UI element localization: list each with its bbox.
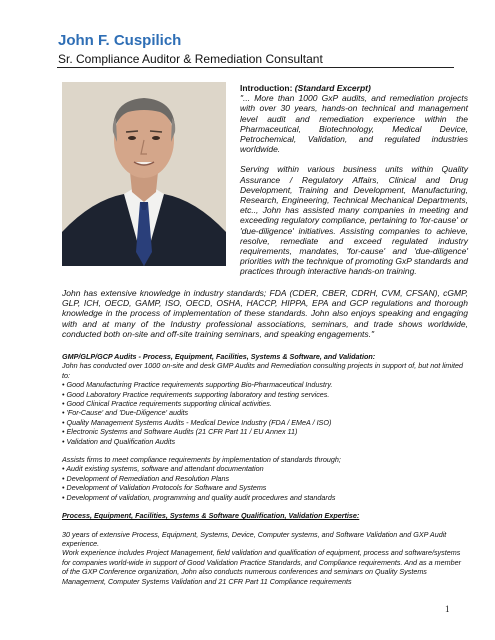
introduction-paragraph-3: John has extensive knowledge in industry standards; FDA (CDER, CBER, CDRH, CVM, CFSAN), cGMP, GLP, ICH, OECD, GAMP, ISO, OECD, OSHA, HACCP, HIPPA, EPA and GCP regulations and thorough knowledge in the process of implementation of these standards. John also enjoys speaking and engaging with and at many of the Industry professional associations, seminars, and trade shows worldwide, conducted both on-site and off-site training seminars, and speaking engagements.": [62, 288, 468, 339]
audits-list: [62, 380, 468, 446]
audits-heading: GMP/GLP/GCP Audits - Process, Equipment, Facilities, Systems & Software, and Validation:: [62, 352, 376, 361]
list-item: • Audit existing systems, software and attendant documentation: [62, 464, 468, 473]
list-item: • Good Laboratory Practice requirements supporting laboratory and testing services.: [62, 390, 468, 399]
portrait-photo: [62, 82, 226, 266]
introduction-label: Introduction:: [240, 83, 293, 93]
list-item: • 'For-Cause' and 'Due-Diligence' audits: [62, 408, 468, 417]
experience-section: [62, 352, 468, 586]
list-item: • Development of Remediation and Resolution Plans: [62, 474, 468, 483]
expertise-paragraph-2: Work experience includes Project Management, field validation and qualification of equipment, process and software/systems for companies world-wide in support of Good Validation Practice Standards, and Compliance requirements. And as a member of the GXP Conference organization, John also conducts numerous conferences and seminars on Quality Systems Management, Computer Systems Validation and 21 CFR Part 11 Compliance requirements: [62, 548, 461, 586]
audits-intro: John has conducted over 1000 on-site and desk GMP Audits and Remediation consulting projects in support of, but not limited to:: [62, 361, 464, 380]
list-item: • Good Clinical Practice requirements supporting clinical activities.: [62, 399, 468, 408]
list-item: • Good Manufacturing Practice requirements supporting Bio-Pharmaceutical Industry.: [62, 380, 468, 389]
expertise-paragraph-1: 30 years of extensive Process, Equipment, Systems, Device, Computer systems, and Software Validation and GXP Audit experience.: [62, 529, 447, 548]
list-item: • Quality Management Systems Audits - Medical Device Industry (FDA / EMeA / ISO): [62, 418, 468, 427]
introduction-excerpt: [240, 83, 468, 277]
page-number: 1: [445, 604, 450, 614]
assist-list: [62, 464, 468, 502]
expertise-heading: Process, Equipment, Facilities, Systems & Software Qualification, Validation Expertise:: [62, 511, 360, 521]
list-item: • Electronic Systems and Software Audits (21 CFR Part 11 / EU Annex 11): [62, 427, 468, 436]
introduction-paragraph-2: Serving within various business units within Quality Assurance / Regulatory Affairs, Clinical and Drug Development, Training and Development, Manufacturing, Research, Engineering, Technical Mechanical Departments, etc.., John has assisted many companies in meeting and exceeding regulatory compliance, pertaining to 'for-cause' or 'due-diligence' initiatives. Assisting companies to achieve, resolve, remediate and exceed regulated industry requirements, mandates, 'for-cause' and 'due-diligence' priorities with the technique of promoting GxP standards and practices through interactive hands-on training.: [240, 164, 468, 277]
introduction-label-note: (Standard Excerpt): [294, 83, 371, 93]
list-item: • Development of Validation Protocols for Software and Systems: [62, 483, 468, 492]
job-title: Sr. Compliance Auditor & Remediation Consultant: [58, 52, 323, 66]
introduction-paragraph-1: "... More than 1000 GxP audits, and remediation projects with over 30 years, hands-on technical and management level audit and remediation experience within the Pharmaceutical, Biotechnology, Medical Device, Petrochemical, Validation, and regulated industries worldwide.: [240, 93, 468, 155]
header-divider: [57, 67, 454, 68]
list-item: • Development of validation, programming and quality audit procedures and standards: [62, 493, 468, 502]
assist-intro: Assists firms to meet compliance requirements by implementation of standards through;: [62, 455, 341, 465]
person-name: John F. Cuspilich: [58, 32, 182, 49]
list-item: • Validation and Qualification Audits: [62, 437, 468, 446]
